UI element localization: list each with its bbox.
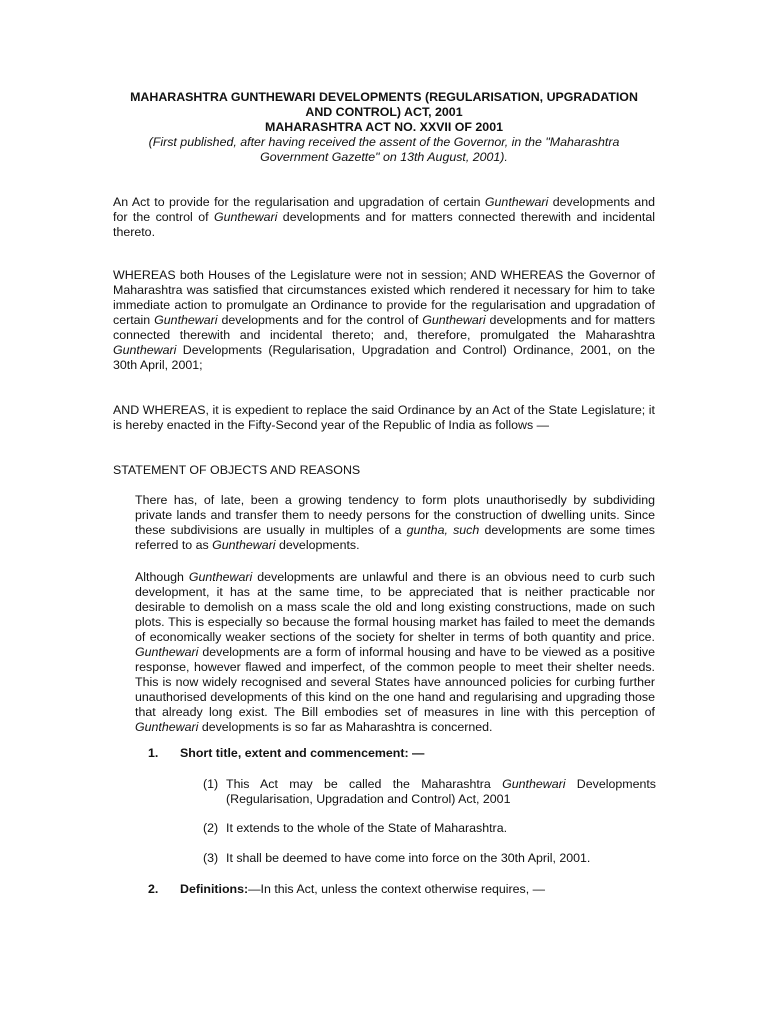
document-header [100,90,668,165]
whereas-paragraph: WHEREAS both Houses of the Legislature were not in session; AND WHEREAS the Governor of Maharashtra was satisfied that circumstances existed which rendered it necessary for him to take immediate action to promulgate an Ordinance to provide for the regularisation and upgradation of certain Gunthewari developments and for the control of Gunthewari developments and for matters connected therewith and incidental thereto; and, therefore, promulgated the Maharashtra Gunthewari Developments (Regularisation, Upgradation and Control) Ordinance, 2001, on the 30th April, 2001; [113,268,656,372]
act-title-line-2: AND CONTROL) ACT, 2001 [305,105,463,119]
publication-note-line-2: Government Gazette" on 13th August, 2001). [260,150,508,164]
section-2-title: Definitions: [180,882,249,896]
subsection-2-text: It extends to the whole of the State of Maharashtra. [226,821,508,835]
statement-heading: STATEMENT OF OBJECTS AND REASONS [113,463,361,477]
subsection-3-number: (3) [203,851,219,865]
subsection-1-text: This Act may be called the Maharashtra Gunthewari Developments (Regularisation, Upgradation and Control) Act, 2001 [226,777,656,806]
section-1-title: Short title, extent and commencement: — [180,746,425,760]
enactment-paragraph: AND WHEREAS, it is expedient to replace the said Ordinance by an Act of the State Legislature; it is hereby enacted in the Fifty-Second year of the Republic of India as follows — [113,403,655,432]
long-title-paragraph: An Act to provide for the regularisation and upgradation of certain Gunthewari developments and for the control of Gunthewari developments and for matters connected therewith and incidental thereto. [113,195,655,239]
subsection-1-number: (1) [203,777,219,791]
act-number: MAHARASHTRA ACT NO. XXVII OF 2001 [265,120,503,134]
act-title-line-1: MAHARASHTRA GUNTHEWARI DEVELOPMENTS (REGULARISATION, UPGRADATION [130,90,638,104]
section-1-number: 1. [148,746,159,760]
subsection-3-text: It shall be deemed to have come into force on the 30th April, 2001. [226,851,591,865]
section-2-text: —In this Act, unless the context otherwise requires, — [248,882,545,896]
section-2-number: 2. [148,882,159,896]
subsection-2-number: (2) [203,821,219,835]
publication-note-line-1: (First published, after having received the assent of the Governor, in the "Maharashtra [148,135,620,149]
section-2-line [180,882,545,896]
statement-paragraph-1: There has, of late, been a growing tendency to form plots unauthorisedly by subdividing private lands and transfer them to needy persons for the construction of dwelling units. Since these subdivisions are usually in multiples of a guntha, such developments are some times referred to as Gunthewari developments. [135,493,655,552]
statement-paragraph-2: Although Gunthewari developments are unlawful and there is an obvious need to curb such development, it has at the same time, to be appreciated that is neither practicable nor desirable to demolish on a mass scale the old and long existing constructions, made on such plots. This is especially so because the formal housing market has failed to meet the demands of economically weaker sections of the society for shelter in terms of both quantity and price. Gunthewari developments are a form of informal housing and have to be viewed as a positive response, however flawed and imperfect, of the common people to meet their shelter needs. This is now widely recognised and several States have announced policies for curbing further unauthorised developments of this kind on the one hand and regularising and upgrading those that already long exist. The Bill embodies set of measures in line with this perception of Gunthewari developments is so far as Maharashtra is concerned. [135,570,655,734]
